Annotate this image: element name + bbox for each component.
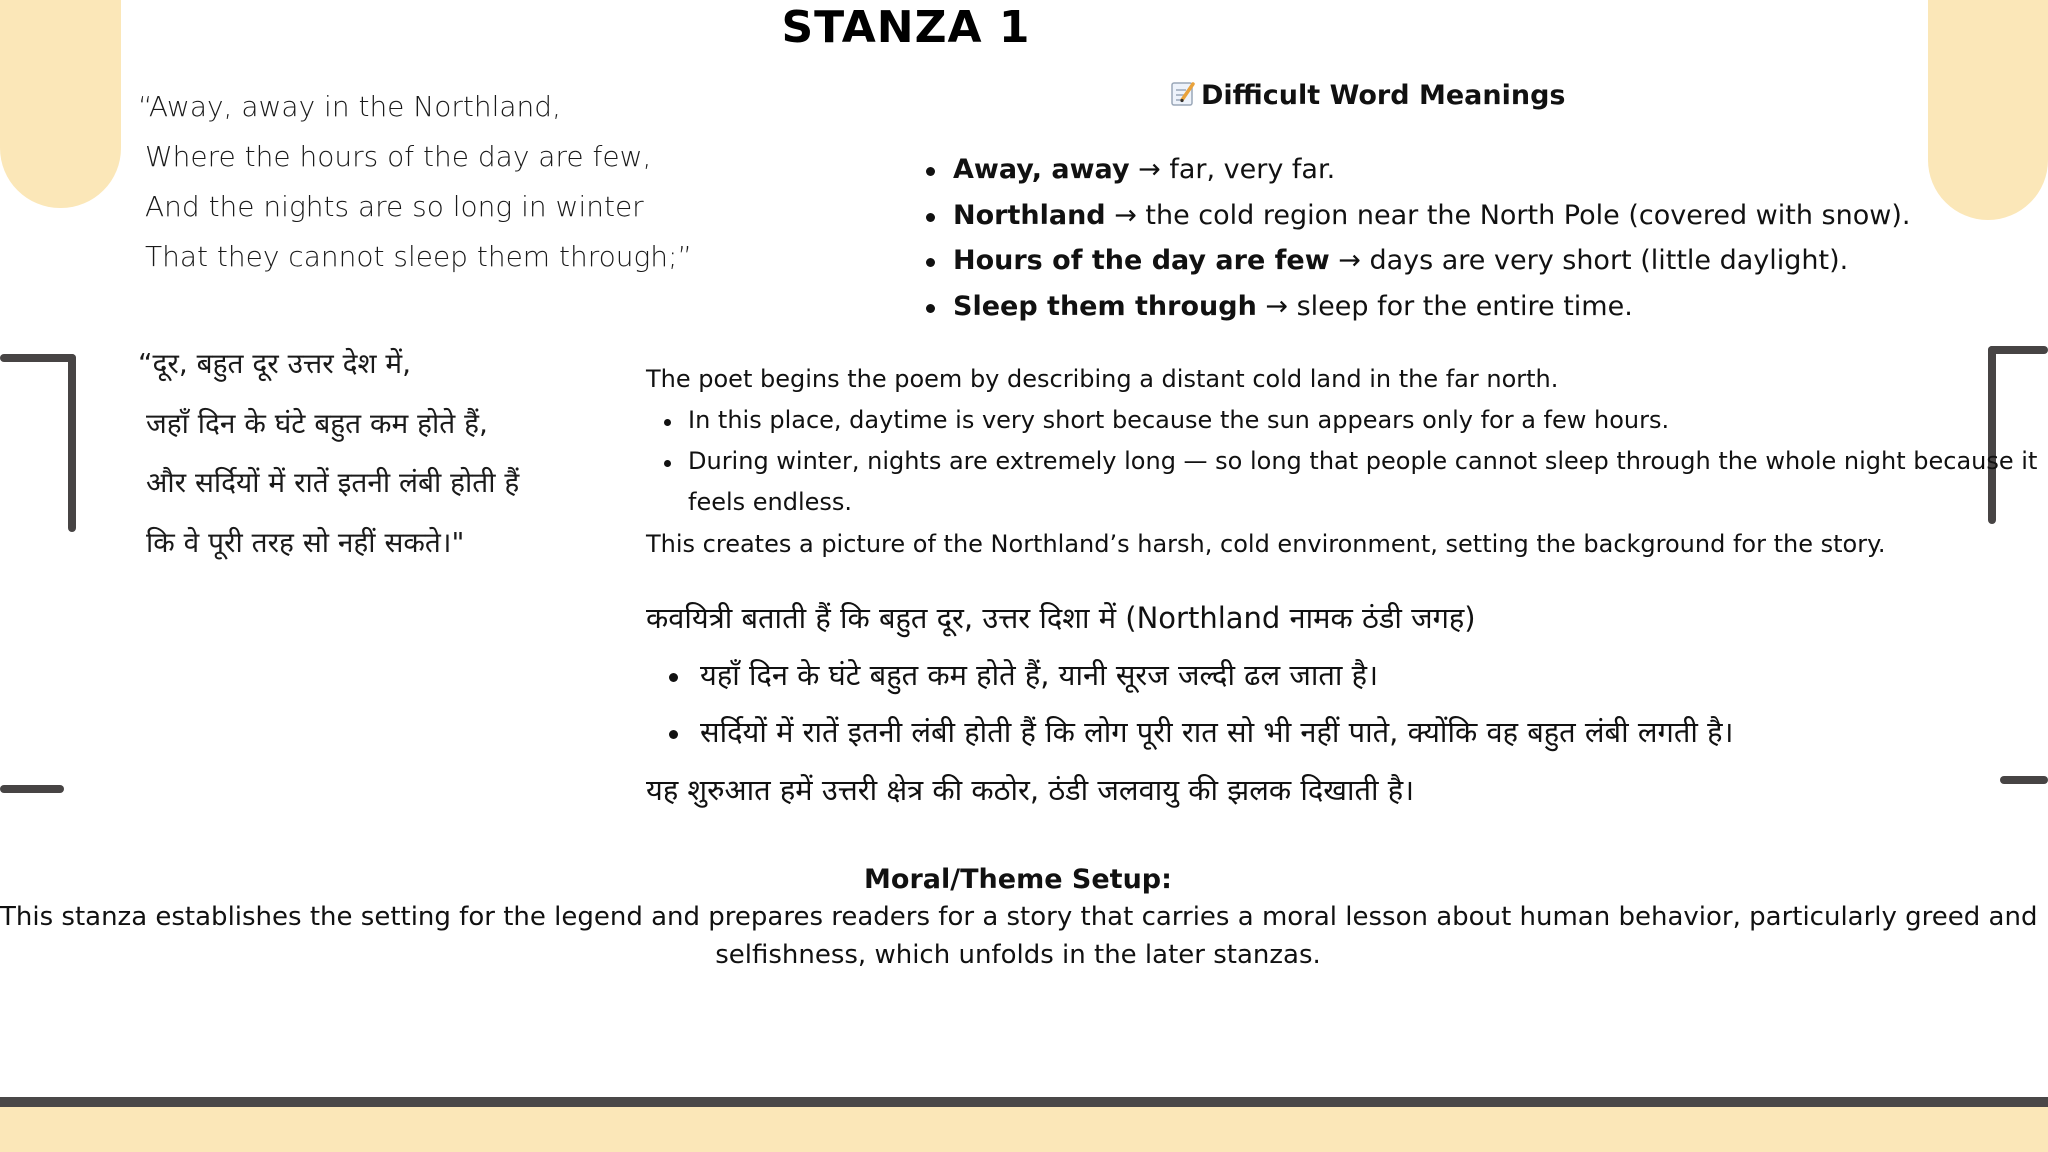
poem-hindi-line: और सर्दियों में रातें इतनी लंबी होती हैं xyxy=(146,466,520,499)
poem-english-line: Where the hours of the day are few, xyxy=(145,140,652,173)
page-title: STANZA 1 xyxy=(781,2,1031,53)
bullet xyxy=(669,673,678,682)
poem-hindi-line: कि वे पूरी तरह सो नहीं सकते।" xyxy=(146,526,465,559)
word-meanings-heading-text: Difficult Word Meanings xyxy=(1201,80,1566,111)
bullet xyxy=(926,213,935,222)
poem-hindi-line: “दूर, बहुत दूर उत्तर देश में, xyxy=(138,347,412,380)
bullet xyxy=(926,258,935,267)
bracket-left-vertical xyxy=(68,354,76,532)
decorative-blob-right xyxy=(1928,0,2048,220)
poem-english-line: And the nights are so long in winter xyxy=(145,190,644,223)
moral-text-line: selfishness, which unfolds in the later stanzas. xyxy=(715,940,1321,970)
poem-english-line: “Away, away in the Northland, xyxy=(138,90,561,123)
word-meaning-item xyxy=(953,291,1633,322)
hindi-explanation-conclusion: यह शुरुआत हमें उत्तरी क्षेत्र की कठोर, ठंडी जलवायु की झलक दिखाती है। xyxy=(646,773,1415,807)
word-meaning-item xyxy=(953,245,1848,276)
bracket-right-bottom xyxy=(2000,776,2048,784)
explanation-bullet-continuation: feels endless. xyxy=(688,488,853,516)
word-meaning: → days are very short (little daylight). xyxy=(1329,245,1849,276)
memo-icon xyxy=(1171,81,1195,107)
moral-text-line: This stanza establishes the setting for the legend and prepares readers for a story that carries a moral lesson about human behavior, particularly greed and xyxy=(0,902,2038,932)
word-term: Sleep them through xyxy=(953,291,1257,322)
word-meaning: → the cold region near the North Pole (covered with snow). xyxy=(1105,200,1911,231)
bullet xyxy=(926,167,935,176)
footer-band xyxy=(0,1107,2048,1152)
bullet xyxy=(664,460,671,467)
word-meaning: → far, very far. xyxy=(1129,154,1336,185)
moral-heading: Moral/Theme Setup: xyxy=(864,864,1172,895)
hindi-explanation-intro: कवयित्री बताती हैं कि बहुत दूर, उत्तर दिशा में (Northland नामक ठंडी जगह) xyxy=(646,601,1476,635)
bracket-right-top xyxy=(1988,346,2048,354)
bullet xyxy=(664,419,671,426)
word-term: Northland xyxy=(953,200,1106,231)
bullet xyxy=(669,730,678,739)
poem-english-line: That they cannot sleep them through;” xyxy=(145,240,692,273)
poem-hindi-line: जहाँ दिन के घंटे बहुत कम होते हैं, xyxy=(146,407,488,440)
word-term: Away, away xyxy=(953,154,1130,185)
explanation-intro: The poet begins the poem by describing a distant cold land in the far north. xyxy=(646,365,1559,393)
word-meanings-heading xyxy=(1171,80,1565,111)
explanation-bullet: During winter, nights are extremely long — so long that people cannot sleep through the whole night because it xyxy=(688,447,2038,475)
word-meaning-item xyxy=(953,200,1910,231)
bracket-right-vertical xyxy=(1988,346,1996,524)
bracket-left-top xyxy=(0,354,76,362)
explanation-conclusion: This creates a picture of the Northland’s harsh, cold environment, setting the background for the story. xyxy=(646,530,1886,558)
word-meaning-item xyxy=(953,154,1335,185)
bullet xyxy=(926,304,935,313)
footer-divider xyxy=(0,1097,2048,1107)
hindi-explanation-bullet: सर्दियों में रातें इतनी लंबी होती हैं कि लोग पूरी रात सो भी नहीं पाते, क्योंकि वह बहुत लंबी लगती है। xyxy=(700,715,1734,749)
explanation-bullet: In this place, daytime is very short because the sun appears only for a few hours. xyxy=(688,406,1670,434)
hindi-explanation-bullet: यहाँ दिन के घंटे बहुत कम होते हैं, यानी सूरज जल्दी ढल जाता है। xyxy=(700,658,1379,692)
word-meaning: → sleep for the entire time. xyxy=(1256,291,1633,322)
bracket-left-bottom xyxy=(0,785,64,793)
word-term: Hours of the day are few xyxy=(953,245,1330,276)
